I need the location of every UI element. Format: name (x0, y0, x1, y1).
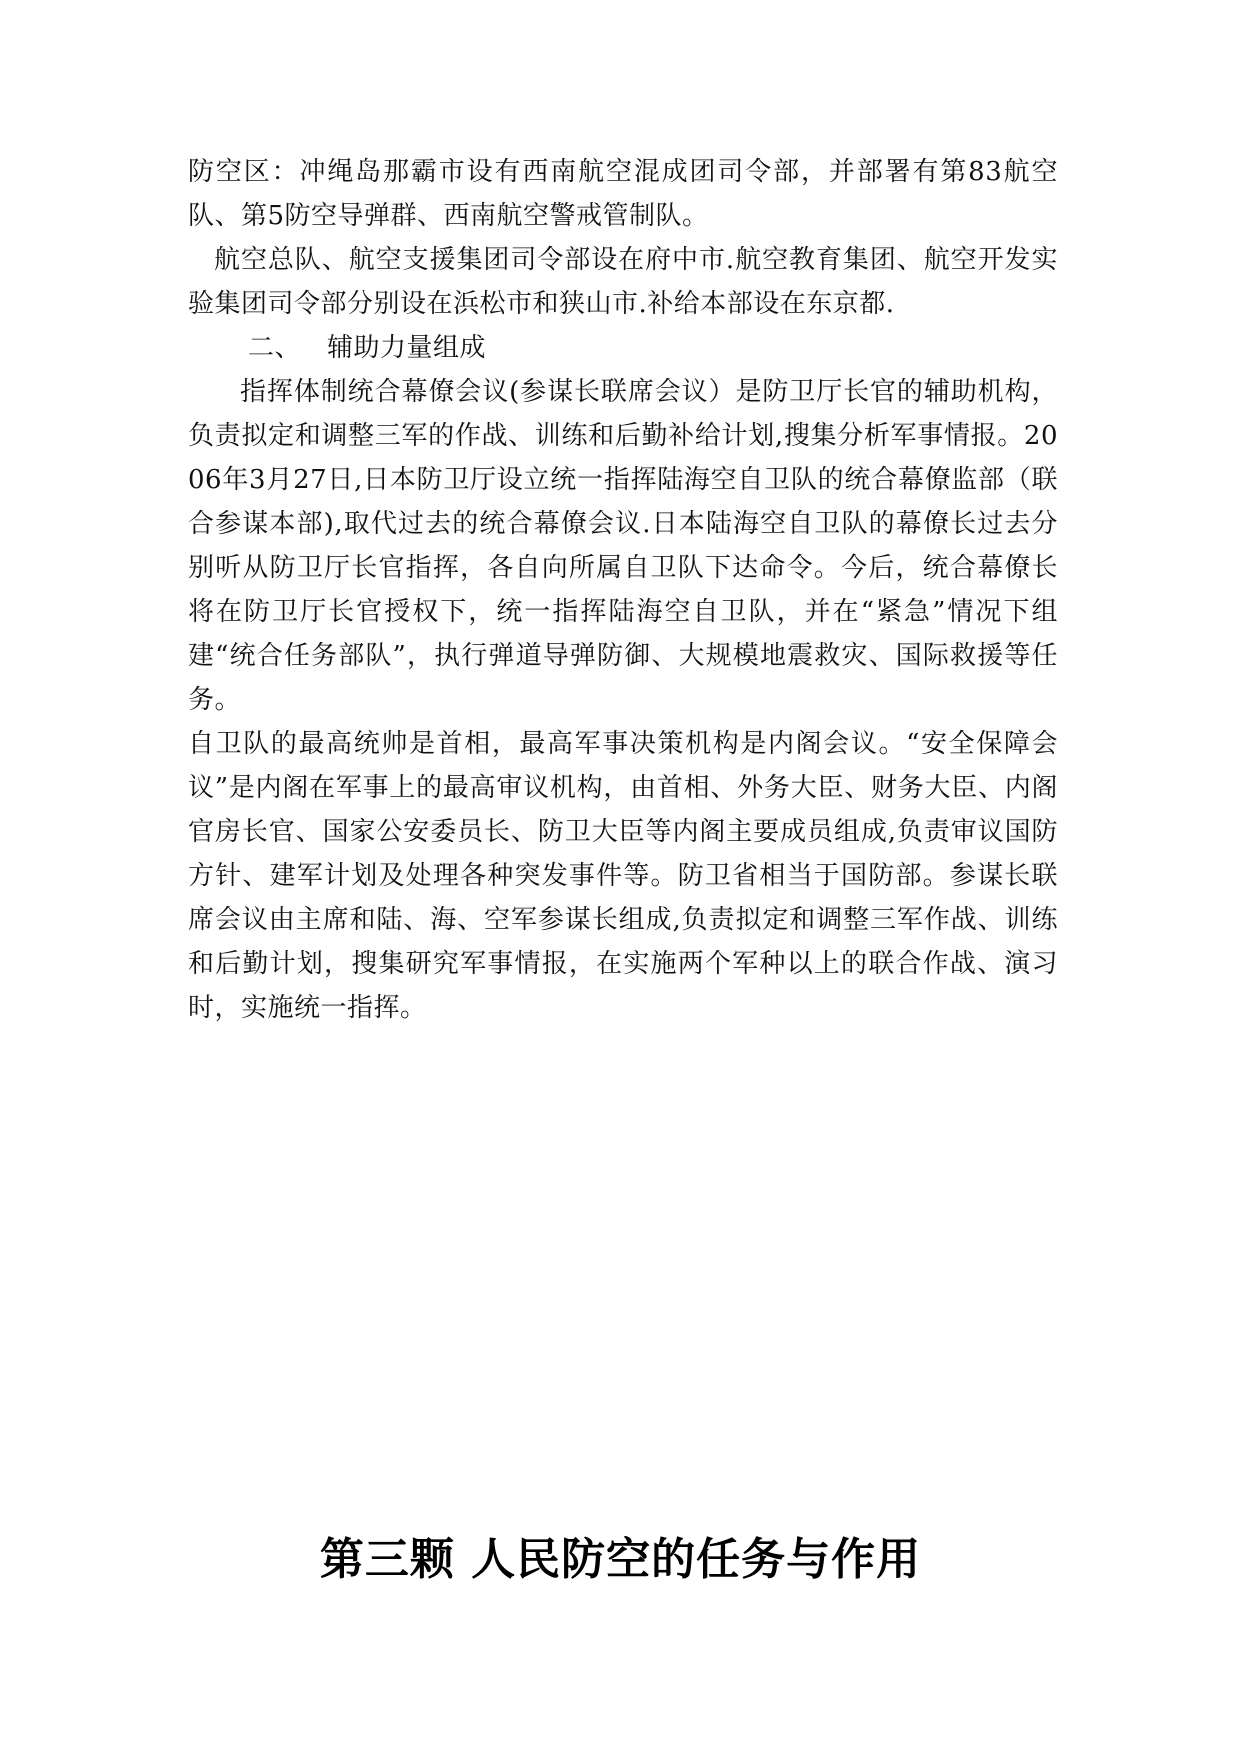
section-heading-text: 辅助力量组成 (327, 333, 487, 363)
paragraph-air-defense-zone: 防空区：冲绳岛那霸市设有西南航空混成团司令部，并部署有第83航空队、第5防空导弹群、西南航空警戒管制队。 (188, 157, 1058, 231)
section-heading-auxiliary-forces (188, 326, 1058, 370)
document-body (188, 150, 1058, 1030)
section-number: 二、 (248, 333, 302, 363)
chapter-title: 第三颗 人民防空的任务与作用 (319, 1534, 922, 1585)
paragraph-joint-staff-council: 指挥体制统合幕僚会议(参谋长联席会议）是防卫厅长官的辅助机构，负责拟定和调整三军的作战、训练和后勤补给计划,搜集分析军事情报。2006年3月27日,日本防卫厅设立统一指挥陆海空自卫队的统合幕僚监部（联合参谋本部),取代过去的统合幕僚会议.日本陆海空自卫队的幕僚长过去分别听从防卫厅长官指挥，各自向所属自卫队下达命令。今后，统合幕僚长将在防卫厅长官授权下，统一指挥陆海空自卫队，并在“紧急”情况下组建“统合任务部队”，执行弹道导弹防御、大规模地震救灾、国际救援等任务。 (188, 377, 1058, 715)
paragraph-air-command-locations: 航空总队、航空支援集团司令部设在府中市.航空教育集团、航空开发实验集团司令部分别设在浜松市和狭山市.补给本部设在东京都. (188, 245, 1058, 319)
paragraph-supreme-command: 自卫队的最高统帅是首相，最高军事决策机构是内阁会议。“安全保障会议”是内阁在军事上的最高审议机构，由首相、外务大臣、财务大臣、内阁官房长官、国家公安委员长、防卫大臣等内阁主要成员组成,负责审议国防方针、建军计划及处理各种突发事件等。防卫省相当于国防部。参谋长联席会议由主席和陆、海、空军参谋长组成,负责拟定和调整三军作战、训练和后勤计划，搜集研究军事情报，在实施两个军种以上的联合作战、演习时，实施统一指挥。 (188, 729, 1058, 1023)
